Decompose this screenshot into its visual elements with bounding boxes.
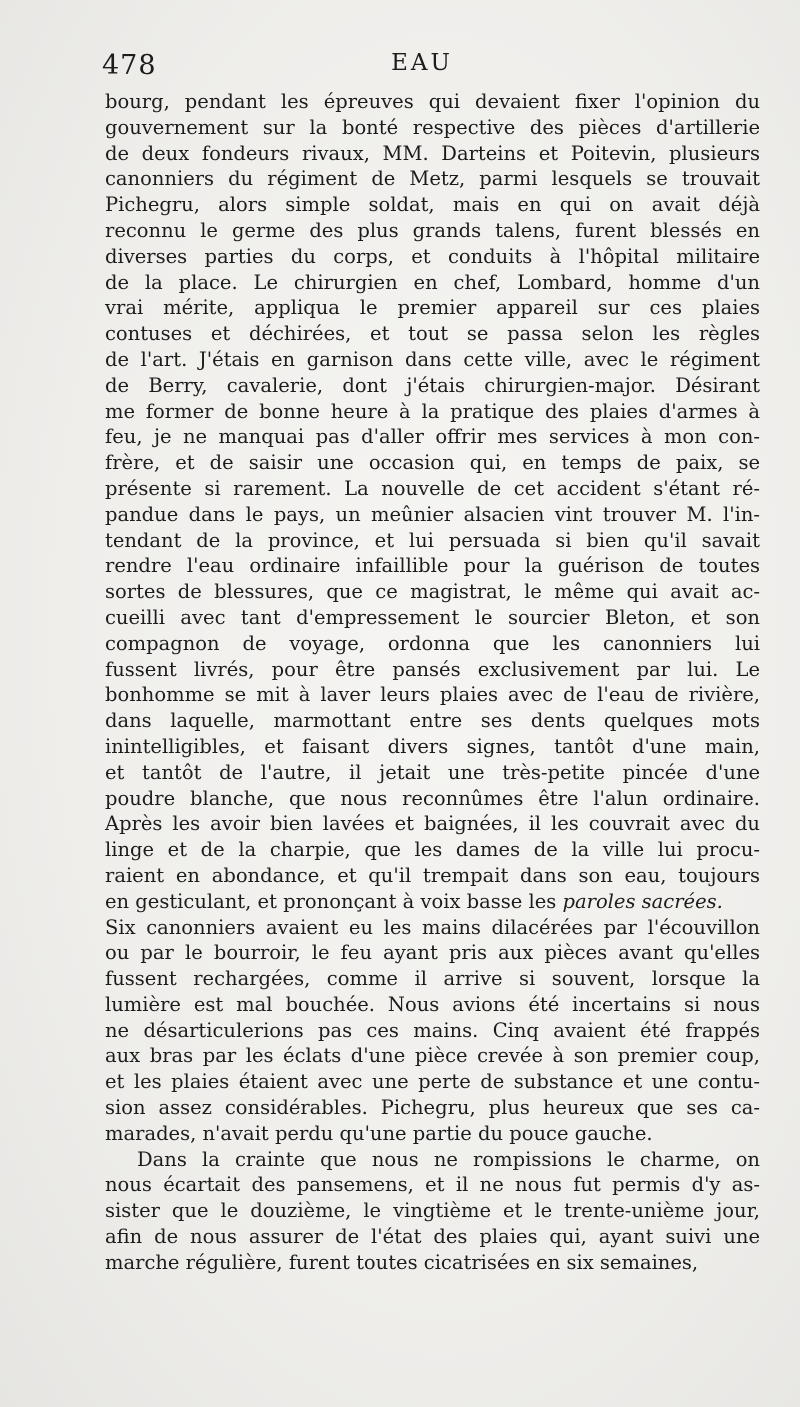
- text-line: [105, 889, 760, 915]
- text-line: gouvernement sur la bonté respective des pièces d'artillerie: [105, 115, 760, 139]
- text-line: cueilli avec tant d'empressement le sourcier Bleton, et son: [105, 605, 760, 629]
- text-line: diverses parties du corps, et conduits à l'hôpital militaire: [105, 244, 760, 268]
- text-line: reconnu le germe des plus grands talens, furent blessés en: [105, 218, 760, 242]
- text-line: aux bras par les éclats d'une pièce crevée à son premier coup,: [105, 1044, 760, 1068]
- text-line: fussent livrés, pour être pansés exclusivement par lui. Le: [105, 657, 760, 681]
- text-line: frère, et de saisir une occasion qui, en temps de paix, se: [105, 451, 760, 475]
- text-line: et tantôt de l'autre, il jetait une très-petite pincée d'une: [105, 760, 760, 784]
- text-line: feu, je ne manquai pas d'aller offrir mes services à mon con-: [105, 425, 760, 449]
- page-header: [102, 50, 762, 90]
- text-line: bourg, pendant les épreuves qui devaient fixer l'opinion du: [105, 90, 760, 113]
- text-line: de la place. Le chirurgien en chef, Lombard, homme d'un: [105, 270, 760, 294]
- text-line: et les plaies étaient avec une perte de substance et une contu-: [105, 1070, 760, 1094]
- text-line: afin de nous assurer de l'état des plaies qui, ayant suivi une: [105, 1225, 760, 1249]
- italic-text-segment: paroles sacrées.: [562, 889, 723, 913]
- text-line: ne désarticulerions pas ces mains. Cinq avaient été frappés: [105, 1018, 760, 1042]
- text-line: linge et de la charpie, que les dames de la ville lui procu-: [105, 838, 760, 862]
- text-line: sion assez considérables. Pichegru, plus heureux que ses ca-: [105, 1096, 760, 1120]
- text-line: dans laquelle, marmottant entre ses dents quelques mots: [105, 709, 760, 733]
- text-line: nous écartait des pansemens, et il ne nous fut permis d'y as-: [105, 1173, 760, 1197]
- text-line: marche régulière, furent toutes cicatrisées en six semaines,: [105, 1250, 699, 1274]
- text-line: fussent rechargées, comme il arrive si souvent, lorsque la: [105, 967, 760, 991]
- text-line: tendant de la province, et lui persuada si bien qu'il savait: [105, 528, 760, 552]
- text-line: me former de bonne heure à la pratique des plaies d'armes à: [105, 399, 760, 423]
- body-text: [105, 89, 760, 1276]
- text-line: de l'art. J'étais en garnison dans cette ville, avec le régiment: [105, 347, 760, 371]
- text-line: présente si rarement. La nouvelle de cet accident s'étant ré-: [105, 476, 760, 500]
- text-line: marades, n'avait perdu qu'une partie du pouce gauche.: [105, 1121, 653, 1145]
- text-line: Dans la crainte que nous ne rompissions le charme, on: [137, 1147, 760, 1171]
- text-line: Après les avoir bien lavées et baignées, il les couvrait avec du: [105, 812, 760, 836]
- text-line: rendre l'eau ordinaire infaillible pour la guérison de toutes: [105, 554, 760, 578]
- text-line: sortes de blessures, que ce magistrat, le même qui avait ac-: [105, 580, 760, 604]
- text-line: raient en abondance, et qu'il trempait dans son eau, toujours: [105, 863, 760, 887]
- text-line: ou par le bourroir, le feu ayant pris aux pièces avant qu'elles: [105, 941, 760, 965]
- text-line: inintelligibles, et faisant divers signes, tantôt d'une main,: [105, 734, 760, 758]
- text-line: pandue dans le pays, un meûnier alsacien vint trouver M. l'in-: [105, 502, 760, 526]
- text-line: lumière est mal bouchée. Nous avions été incertains si nous: [105, 992, 760, 1016]
- text-line: Six canonniers avaient eu les mains dilacérées par l'écouvillon: [105, 915, 760, 939]
- text-line: sister que le douzième, le vingtième et le trente-unième jour,: [105, 1199, 760, 1223]
- text-line: de deux fondeurs rivaux, MM. Darteins et Poitevin, plusieurs: [105, 141, 760, 165]
- text-segment: en gesticulant, et prononçant à voix basse les: [105, 889, 563, 913]
- page-number: 478: [102, 50, 157, 81]
- text-line: compagnon de voyage, ordonna que les canonniers lui: [105, 631, 760, 655]
- text-line: canonniers du régiment de Metz, parmi lesquels se trouvait: [105, 167, 760, 191]
- text-line: bonhomme se mit à laver leurs plaies avec de l'eau de rivière,: [105, 683, 760, 707]
- text-line: poudre blanche, que nous reconnûmes être l'alun ordinaire.: [105, 786, 760, 810]
- text-line: Pichegru, alors simple soldat, mais en qui on avait déjà: [105, 193, 760, 217]
- running-head: EAU: [391, 50, 453, 76]
- text-line: vrai mérite, appliqua le premier appareil sur ces plaies: [105, 296, 760, 320]
- text-line: de Berry, cavalerie, dont j'étais chirurgien-major. Désirant: [105, 373, 760, 397]
- text-line: contuses et déchirées, et tout se passa selon les règles: [105, 322, 760, 346]
